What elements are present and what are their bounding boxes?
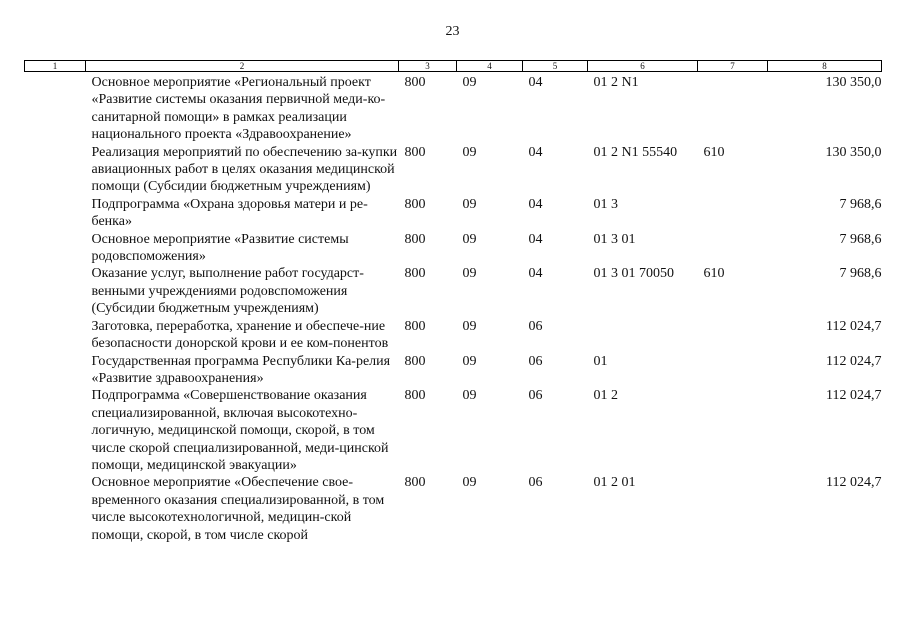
ministry-code: 800 [404, 318, 426, 334]
table-row [25, 265, 882, 317]
item-name: Реализация мероприятий по обеспечению за-купки авиационных работ в целях оказания медицинской помощи (Субсидии бюджетным учреждениям) [91, 144, 398, 195]
section-code: 09 [462, 196, 477, 212]
empty-cell [25, 387, 86, 474]
expense-type-code [698, 353, 768, 388]
page-number: 23 [445, 24, 460, 39]
expense-type-code [698, 474, 768, 544]
item-name: Основное мероприятие «Обеспечение свое-временного оказания специализированной, в том числе высокотехнологичной, медицин-ской помощи, скорой, в том числе скорой [91, 475, 385, 543]
subsection-code: 04 [528, 266, 543, 282]
amount: 7 968,6 [839, 196, 882, 212]
amount: 7 968,6 [839, 231, 882, 247]
amount: 130 350,0 [825, 144, 882, 160]
empty-cell [25, 72, 86, 144]
budget-table [24, 60, 882, 544]
section-code: 09 [462, 353, 477, 369]
empty-cell [25, 474, 86, 544]
section-code: 09 [462, 144, 477, 160]
target-article-code: 01 3 01 [593, 231, 636, 247]
amount: 130 350,0 [825, 75, 882, 90]
table-row [25, 474, 882, 544]
section-code: 09 [462, 318, 477, 334]
empty-cell [25, 196, 86, 231]
subsection-code: 04 [528, 196, 543, 212]
column-number: 6 [588, 61, 698, 72]
target-article-code: 01 [593, 353, 608, 369]
amount: 112 024,7 [826, 475, 882, 491]
amount: 112 024,7 [826, 318, 882, 334]
ministry-code: 800 [404, 231, 426, 247]
target-article-code: 01 2 N1 55540 [593, 144, 678, 160]
amount: 112 024,7 [826, 388, 882, 404]
target-article-code: 01 3 [593, 196, 618, 212]
column-number-row [25, 61, 882, 72]
ministry-code: 800 [404, 196, 426, 212]
empty-cell [25, 231, 86, 266]
expense-type-code [698, 318, 768, 353]
target-article-code: 01 3 01 70050 [593, 266, 674, 282]
expense-type-code [698, 196, 768, 231]
column-number: 5 [523, 61, 588, 72]
column-number: 1 [25, 61, 86, 72]
ministry-code: 800 [404, 388, 426, 404]
target-article-code: 01 2 01 [593, 475, 636, 491]
item-name: Основное мероприятие «Региональный проект «Развитие системы оказания первичной меди-ко-санитарной помощи» в рамках реализации национального проекта «Здравоохранение» [91, 75, 386, 143]
expense-type-code: 610 [703, 266, 725, 282]
item-name: Оказание услуг, выполнение работ государст-венными учреждениями родовспоможения (Субсидии бюджетным учреждениям) [91, 266, 364, 317]
subsection-code: 04 [528, 75, 543, 90]
item-name: Государственная программа Республики Ка-релия «Развитие здравоохранения» [91, 353, 391, 386]
table-row [25, 72, 882, 144]
item-name: Основное мероприятие «Развитие системы родовспоможения» [91, 231, 349, 265]
section-code: 09 [462, 266, 477, 282]
target-article-code [588, 318, 698, 353]
ministry-code: 800 [404, 353, 426, 369]
amount: 7 968,6 [839, 266, 882, 282]
section-code: 09 [462, 475, 477, 491]
section-code: 09 [462, 231, 477, 247]
subsection-code: 04 [528, 231, 543, 247]
ministry-code: 800 [404, 475, 426, 491]
expense-type-code [698, 231, 768, 266]
target-article-code: 01 2 [593, 388, 618, 404]
expense-type-code [698, 72, 768, 144]
empty-cell [25, 353, 86, 388]
table-row [25, 231, 882, 266]
subsection-code: 06 [528, 388, 543, 404]
subsection-code: 06 [528, 353, 543, 369]
table-row [25, 353, 882, 388]
amount: 112 024,7 [826, 353, 882, 369]
ministry-code: 800 [404, 266, 426, 282]
ministry-code: 800 [404, 144, 426, 160]
table-row [25, 318, 882, 353]
subsection-code: 06 [528, 318, 543, 334]
section-code: 09 [462, 75, 477, 90]
item-name: Подпрограмма «Совершенствование оказания специализированной, включая высокотехно-логичную, медицинской помощи, скорой, в том числе скорой специализированной, меди-цинской помощи, медицинской эвакуации» [91, 388, 389, 473]
column-number: 3 [399, 61, 457, 72]
item-name: Заготовка, переработка, хранение и обеспече-ние безопасности донорской крови и ее ком-понентов [91, 318, 389, 352]
subsection-code: 04 [528, 144, 543, 160]
table-row [25, 144, 882, 196]
empty-cell [25, 144, 86, 196]
column-number: 8 [768, 61, 882, 72]
table-row [25, 387, 882, 474]
expense-type-code: 610 [703, 144, 725, 160]
section-code: 09 [462, 388, 477, 404]
empty-cell [25, 265, 86, 317]
target-article-code: 01 2 N1 [593, 75, 639, 90]
ministry-code: 800 [404, 75, 426, 90]
item-name: Подпрограмма «Охрана здоровья матери и ре-бенка» [91, 196, 368, 230]
column-number: 4 [457, 61, 523, 72]
subsection-code: 06 [528, 475, 543, 491]
empty-cell [25, 318, 86, 353]
expense-type-code [698, 387, 768, 474]
column-number: 7 [698, 61, 768, 72]
column-number: 2 [86, 61, 399, 72]
table-row [25, 196, 882, 231]
